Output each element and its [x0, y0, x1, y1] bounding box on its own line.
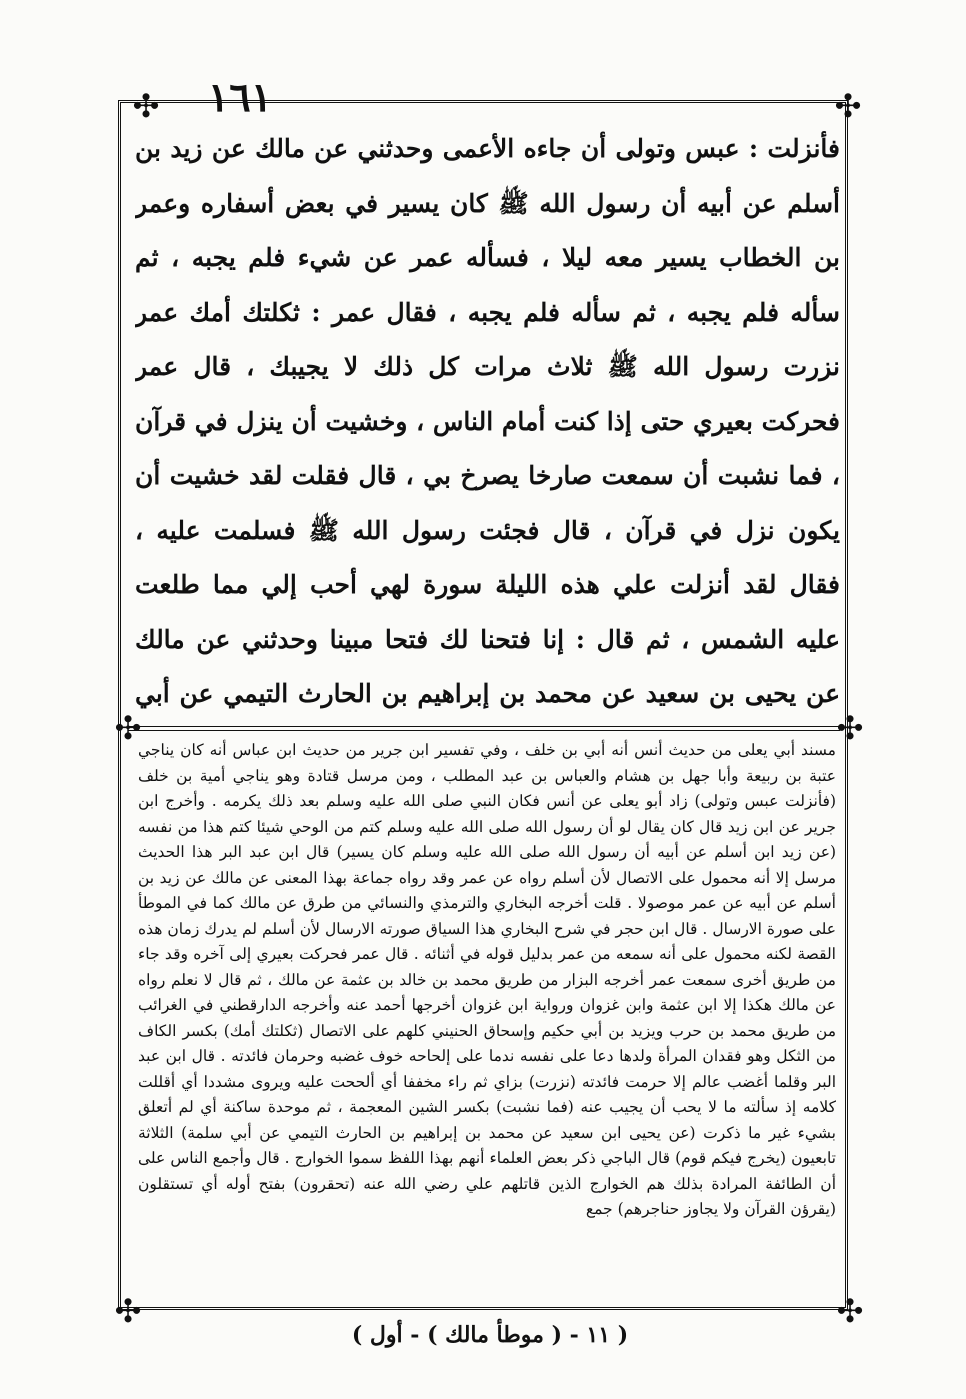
corner-ornament-bottom-right: ✣ — [836, 1292, 864, 1330]
corner-ornament-top-right: ✣ — [834, 87, 862, 125]
corner-ornament-middle-right: ✣ — [836, 709, 864, 747]
commentary-text: مسند أبي يعلى من حديث أنس أنه أبي بن خلف ، وفي تفسير ابن جرير من حديث ابن عباس أنه كان يناجي عتبة بن ربيعة وأبا جهل بن هشام والعباس بن عبد المطلب ، ومن مرسل قتادة وهو يناجي أمية بن خلف (فأنزلت عبس وتولى) زاد أبو يعلى عن أنس فكان النبي صلى الله عليه وسلم بعد ذلك يكرمه . وأخرج ابن جرير عن ابن زيد قال كان يقال لو أن رسول الله صلى الله عليه وسلم كتم من الوحي شيئا كتم هذا من نفسه (عن زيد ابن أسلم عن أبيه أن رسول الله صلى الله عليه وسلم كان يسير) قال ابن عبد البر هذا الحديث مرسل إلا أنه محمول على الاتصال لأن أسلم رواه عن عمر وقد رواه جماعة بهذا المعنى عن مالك عن زيد بن أسلم عن أبيه عن عمر موصولا . قلت أخرجه البخاري والترمذي والنسائي من طرق عن مالك كما في الموطأ على صورة الارسال . قال ابن حجر في شرح البخاري هذا السياق صورته الارسال لأن أسلم لم يدرك زمان هذه القصة لكنه محمول على أنه سمعه من عمر بدليل قوله في أثنائه . قال عمر فحركت بعيري إلى آخره وقد جاء من طريق أخرى سمعت عمر أخرجه البزار من طريق محمد بن خالد بن عثمة عن مالك ، ثم قال لا نعلم رواه عن مالك هكذا إلا ابن عثمة وابن غزوان ورواية ابن غزوان أخرجها أحمد عنه وأخرجه الدارقطني في الغرائب من طريق محمد بن حرب ويزيد بن أبي حكيم وإسحاق الحنيني كلهم على الاتصال (ثكلتك أمك) بكسر الكاف من الثكل وهو فقدان المرأة ولدها دعا على نفسه ندما على إلحاحه خوف غضبه وحرمان فائدته . قال ابن عبد البر وقلما أغضب عالم إلا حرمت فائدته (نزرت) بزاي ثم راء مخففا أي ألححت عليه ويروى مشددا أي أقللت كلامه إذ سألته ما لا يحب أن يجيب عنه (فما نشبت) بكسر الشين المعجمة ، ثم موحدة ساكنة أي لم أتعلق بشيء غير ما ذكرت (عن يحيى ابن سعيد عن محمد بن إبراهيم بن الحارث التيمي عن أبي سلمة) الثلاثة تابعيون (يخرج فيكم قوم) قال الباجي ذكر بعض العلماء أنهم بهذا اللفظ سموا الخوارج . قال وأجمع الناس على أن الطائفة المرادة بذلك هم الخوارج الذين قاتلهم علي رضي الله عنه (تحقرون) بفتح أوله أي تستقلون (يقرؤن القرآن ولا يجاوز حناجرهم) جمع — [138, 741, 836, 1218]
main-text: فأنزلت : عبس وتولى أن جاءه الأعمى وحدثني عن مالك عن زيد بن أسلم عن أبيه أن رسول الله ﷺ كان يسير في بعض أسفاره وعمر بن الخطاب يسير معه ليلا ، فسأله عمر عن شيء فلم يجبه ، ثم سأله فلم يجبه ، ثم سأله فلم يجبه ، فقال عمر : ثكلتك أمك عمر نزرت رسول الله ﷺ ثلاث مرات كل ذلك لا يجيبك ، قال عمر فحركت بعيري حتى إذا كنت أمام الناس ، وخشيت أن ينزل في قرآن ، فما نشبت أن سمعت صارخا يصرخ بي ، قال فقلت لقد خشيت أن يكون نزل في قرآن ، قال فجئت رسول الله ﷺ فسلمت عليه ، فقال لقد أنزلت علي هذه الليلة سورة لهي أحب إلي مما طلعت عليه الشمس ، ثم قال : إنا فتحنا لك فتحا مبينا وحدثني عن مالك عن يحيى بن سعيد عن محمد بن إبراهيم بن الحارث التيمي عن أبي — [135, 134, 840, 708]
corner-ornament-top-left: ✣ — [132, 87, 160, 125]
page-number: ١٦١ — [207, 74, 273, 121]
section-divider — [128, 726, 840, 731]
corner-ornament-middle-left: ✣ — [114, 709, 142, 747]
corner-ornament-bottom-left: ✣ — [114, 1292, 142, 1330]
page-footer: ( ١١ - ( موطأ مالك ) - أول ) — [351, 1322, 629, 1348]
